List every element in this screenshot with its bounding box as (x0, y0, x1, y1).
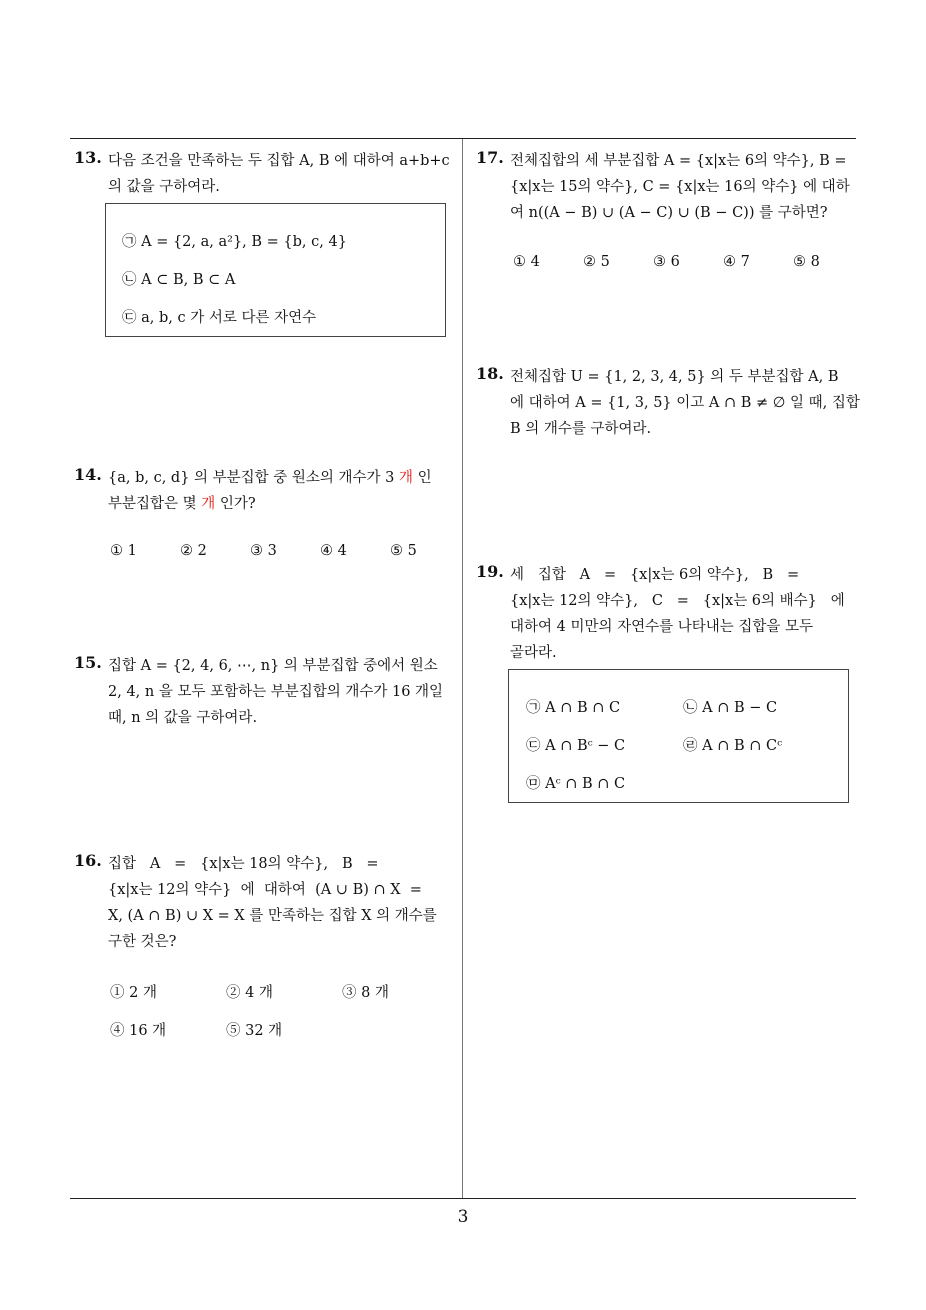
question-number: 15. (74, 653, 102, 672)
condition-2: ㉡ A ⊂ B, B ⊂ A (122, 272, 236, 288)
question-16 (74, 851, 458, 955)
column-divider (462, 139, 463, 1198)
highlight-text: 개 (201, 496, 216, 512)
choice-2[interactable]: ② 5 (583, 254, 610, 270)
text-line: 전체집합 U = {1, 2, 3, 4, 5} 의 두 부분집합 A, B (510, 369, 839, 385)
text-line: {x|x는 15의 약수}, C = {x|x는 16의 약수} 에 대하 (510, 179, 850, 195)
text-line: 부분집합은 몇 개 인가? (108, 496, 256, 512)
choice-5[interactable]: ⑤ 8 (793, 254, 820, 270)
choice-5[interactable]: ⑤ 32 개 (226, 1023, 283, 1039)
top-rule (70, 138, 856, 139)
question-number: 14. (74, 465, 102, 484)
condition-1: ㉠ A = {2, a, a²}, B = {b, c, 4} (122, 234, 347, 250)
option-2[interactable]: ㉡ A ∩ B − C (683, 700, 778, 716)
highlight-text: 개 (399, 470, 414, 486)
question-number: 17. (476, 148, 504, 167)
option-box (508, 669, 849, 803)
text-line: 집합 A = {2, 4, 6, ⋯, n} 의 부분집합 중에서 원소 (108, 658, 438, 674)
text-line: 세 집합 A = {x|x는 6의 약수}, B = (510, 567, 800, 583)
condition-box (105, 203, 446, 337)
question-text (510, 364, 860, 442)
bottom-rule (70, 1198, 856, 1199)
text-line: 에 대하여 A = {1, 3, 5} 이고 A ∩ B ≠ ∅ 일 때, 집합 (510, 395, 860, 411)
text-line: 구한 것은? (108, 934, 177, 950)
question-text (510, 148, 860, 226)
text-line: 집합 A = {x|x는 18의 약수}, B = (108, 856, 379, 872)
text-line: B 의 개수를 구하여라. (510, 421, 652, 437)
choice-2[interactable]: ② 4 개 (226, 985, 273, 1001)
text-line: 의 값을 구하여라. (108, 179, 220, 195)
text-line: 2, 4, n 을 모두 포함하는 부분집합의 개수가 16 개일 (108, 684, 444, 700)
question-19 (476, 562, 860, 666)
condition-3: ㉢ a, b, c 가 서로 다른 자연수 (122, 310, 317, 326)
question-number: 13. (74, 148, 102, 167)
choice-4[interactable]: ④ 7 (723, 254, 750, 270)
choice-1[interactable]: ① 4 (513, 254, 540, 270)
text-line: 전체집합의 세 부분집합 A = {x|x는 6의 약수}, B = (510, 153, 847, 169)
text-line: {x|x는 12의 약수}, C = {x|x는 6의 배수} 에 (510, 593, 845, 609)
choice-3[interactable]: ③ 8 개 (342, 985, 389, 1001)
text-line: 대하여 4 미만의 자연수를 나타내는 집합을 모두 (510, 619, 814, 635)
choice-2[interactable]: ② 2 (180, 543, 207, 559)
question-18 (476, 364, 860, 442)
question-text (108, 148, 458, 200)
question-15 (74, 653, 458, 731)
question-text (510, 562, 860, 666)
text-line: {a, b, c, d} 의 부분집합 중 원소의 개수가 3 개 인 (108, 470, 432, 486)
question-text (108, 653, 458, 731)
choice-4[interactable]: ④ 4 (320, 543, 347, 559)
question-17 (476, 148, 860, 226)
text-line: 여 n((A − B) ∪ (A − C) ∪ (B − C)) 를 구하면? (510, 205, 828, 221)
choice-3[interactable]: ③ 3 (250, 543, 277, 559)
text-line: {x|x는 12의 약수} 에 대하여 (A ∪ B) ∩ X = (108, 882, 422, 898)
option-5[interactable]: ㉤ Aᶜ ∩ B ∩ C (526, 776, 626, 792)
question-text (108, 851, 458, 955)
text-line: 때, n 의 값을 구하여라. (108, 710, 258, 726)
question-14 (74, 465, 458, 517)
question-13 (74, 148, 458, 200)
choice-5[interactable]: ⑤ 5 (390, 543, 417, 559)
option-1[interactable]: ㉠ A ∩ B ∩ C (526, 700, 621, 716)
page-number: 3 (457, 1207, 469, 1227)
choice-1[interactable]: ① 1 (110, 543, 137, 559)
question-number: 19. (476, 562, 504, 581)
text-line: 다음 조건을 만족하는 두 집합 A, B 에 대하여 a+b+c (108, 153, 450, 169)
choice-4[interactable]: ④ 16 개 (110, 1023, 167, 1039)
text-line: 골라라. (510, 645, 557, 661)
question-text (108, 465, 458, 517)
question-number: 16. (74, 851, 102, 870)
question-number: 18. (476, 364, 504, 383)
text-line: X, (A ∩ B) ∪ X = X 를 만족하는 집합 X 의 개수를 (108, 908, 437, 924)
choice-3[interactable]: ③ 6 (653, 254, 680, 270)
option-3[interactable]: ㉢ A ∩ Bᶜ − C (526, 738, 626, 754)
option-4[interactable]: ㉣ A ∩ B ∩ Cᶜ (683, 738, 783, 754)
choice-1[interactable]: ① 2 개 (110, 985, 157, 1001)
